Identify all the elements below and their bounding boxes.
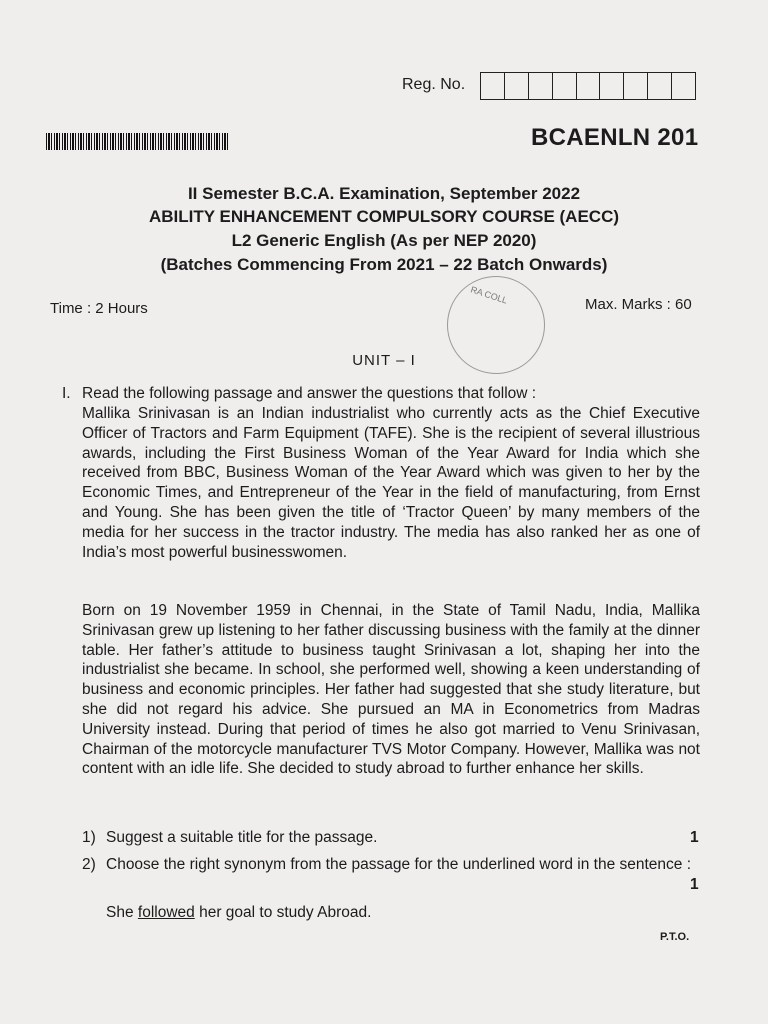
exam-title: II Semester B.C.A. Examination, September 2022 bbox=[187, 184, 581, 203]
paragraph-text: Mallika Srinivasan is an Indian industrialist who currently acts as the Chief Executive Officer of Tractors and Farm Equipment (TAFE). She is the recipient of several illustrious awards, including the First Business Woman of the Year Award for India which she received from BBC, Business Woman of the Year Award which was given to her by the Economic Times, and Entrepreneur of the Year in the field of manufacturing, from Ernst and Young. She has been given the title of ‘Tractor Queen’ by many members of the media for her success in the tractor industry. The media has also ranked her as one of India’s most powerful businesswomen. bbox=[82, 405, 700, 561]
subquestion-1-text: Suggest a suitable title for the passage. bbox=[106, 829, 378, 846]
course-title: ABILITY ENHANCEMENT COMPULSORY COURSE (AECC) bbox=[148, 207, 620, 226]
unit-heading: UNIT – I bbox=[352, 352, 416, 369]
passage-paragraph-1 bbox=[82, 404, 700, 562]
question-instruction: Read the following passage and answer the questions that follow : bbox=[82, 385, 537, 402]
question-number: I. bbox=[62, 385, 71, 402]
passage-paragraph-2 bbox=[82, 601, 700, 779]
subquestion-2-text: Choose the right synonym from the passage for the underlined word in the sentence : bbox=[106, 856, 692, 873]
reg-no-boxes[interactable] bbox=[480, 72, 696, 100]
paper-code: BCAENLN 201 bbox=[531, 124, 699, 151]
reg-box[interactable] bbox=[529, 73, 553, 99]
reg-box[interactable] bbox=[577, 73, 601, 99]
example-after: her goal to study Abroad. bbox=[194, 904, 372, 921]
subquestion-1-number: 1) bbox=[82, 829, 96, 846]
pto-label: P.T.O. bbox=[660, 931, 690, 943]
seal-text: RA COLL bbox=[469, 284, 509, 306]
reg-box[interactable] bbox=[553, 73, 577, 99]
example-before: She bbox=[106, 904, 138, 921]
example-sentence bbox=[106, 904, 371, 922]
reg-box[interactable] bbox=[624, 73, 648, 99]
max-marks: Max. Marks : 60 bbox=[585, 296, 692, 313]
reg-no-label: Reg. No. bbox=[402, 76, 466, 93]
subquestion-2-marks: 1 bbox=[690, 876, 699, 893]
subject-title: L2 Generic English (As per NEP 2020) bbox=[231, 231, 537, 250]
paragraph-text: Born on 19 November 1959 in Chennai, in the State of Tamil Nadu, India, Mallika Srinivasan grew up listening to her father discussing business with the family at the dinner table. Her father’s attitude to business taught Srinivasan a lot, shaping her into the industrialist she became. In school, she performed well, showing a keen understanding of business and economic principles. Her father had suggested that she study literature, but she did not regard his advice. She pursued an MA in Econometrics from Madras University instead. During that period of times he also got married to Venu Srinivasan, Chairman of the motorcycle manufacturer TVS Motor Company. However, Mallika was not content with an idle life. She decided to study abroad to further enhance her skills. bbox=[82, 602, 700, 778]
barcode bbox=[46, 133, 229, 150]
subquestion-2-number: 2) bbox=[82, 856, 96, 873]
reg-box[interactable] bbox=[648, 73, 672, 99]
reg-box[interactable] bbox=[481, 73, 505, 99]
time-allowed: Time : 2 Hours bbox=[50, 300, 148, 317]
reg-box[interactable] bbox=[672, 73, 695, 99]
reg-box[interactable] bbox=[505, 73, 529, 99]
batch-title: (Batches Commencing From 2021 – 22 Batch Onwards) bbox=[160, 255, 608, 274]
subquestion-1-marks: 1 bbox=[690, 829, 699, 846]
reg-box[interactable] bbox=[600, 73, 624, 99]
underlined-word: followed bbox=[137, 904, 195, 921]
